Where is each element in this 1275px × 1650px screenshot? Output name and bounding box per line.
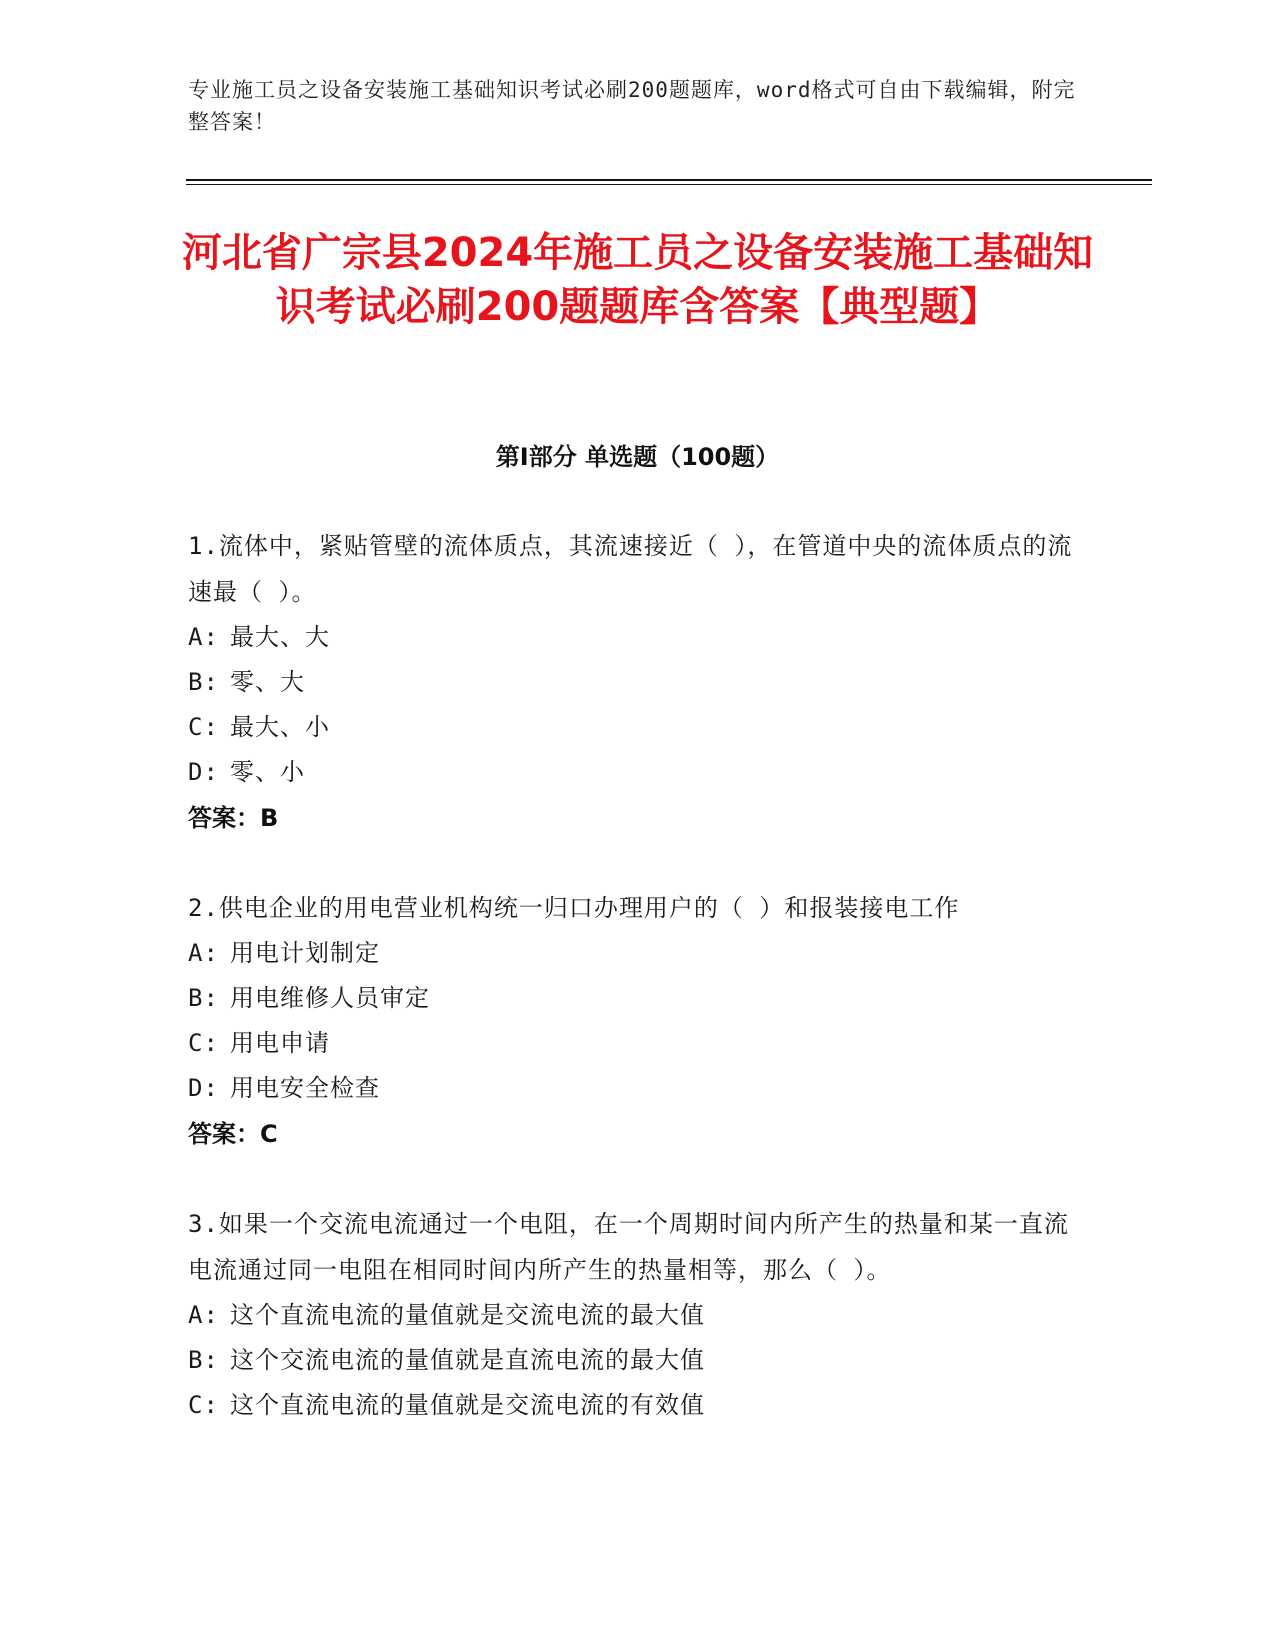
option-text: 零、大 [230, 668, 305, 696]
option-text: 零、小 [230, 758, 305, 786]
option-c [188, 1383, 1088, 1428]
question-2 [188, 885, 1088, 1157]
option-text: 最大、大 [230, 623, 330, 651]
answer-line [188, 795, 1088, 841]
option-letter: A: [188, 1301, 219, 1329]
option-text: 最大、小 [230, 713, 330, 741]
question-1 [188, 523, 1088, 841]
option-letter: A: [188, 623, 219, 651]
option-letter: A: [188, 939, 219, 967]
option-c [188, 705, 1088, 750]
option-text: 用电安全检查 [230, 1074, 380, 1102]
question-stem: 3.如果一个交流电流通过一个电阻，在一个周期时间内所产生的热量和某一直流电流通过同一电阻在相同时间内所产生的热量相等，那么（ ）。 [188, 1210, 1069, 1284]
option-text: 这个直流电流的量值就是交流电流的最大值 [230, 1301, 705, 1329]
option-letter: B: [188, 1346, 219, 1374]
option-c [188, 1021, 1088, 1066]
option-letter: B: [188, 984, 219, 1012]
answer-value: B [260, 804, 279, 832]
option-d [188, 1066, 1088, 1111]
option-letter: C: [188, 713, 219, 741]
option-text: 用电维修人员审定 [230, 984, 430, 1012]
header-note: 专业施工员之设备安装施工基础知识考试必刷200题题库，word格式可自由下载编辑，附完整答案！ [188, 78, 1076, 134]
option-b [188, 1338, 1088, 1383]
header-divider-thick [186, 179, 1152, 181]
option-letter: C: [188, 1029, 219, 1057]
option-text: 这个直流电流的量值就是交流电流的有效值 [230, 1391, 705, 1419]
option-d [188, 750, 1088, 795]
answer-label: 答案： [188, 1120, 260, 1148]
option-letter: D: [188, 758, 219, 786]
option-text: 用电申请 [230, 1029, 330, 1057]
option-b [188, 976, 1088, 1021]
answer-label: 答案： [188, 804, 260, 832]
answer-value: C [260, 1120, 278, 1148]
option-a [188, 615, 1088, 660]
question-3 [188, 1201, 1088, 1428]
option-letter: C: [188, 1391, 219, 1419]
document-title: 河北省广宗县2024年施工员之设备安装施工基础知识考试必刷200题题库含答案【典型题】 [181, 230, 1094, 330]
option-letter: B: [188, 668, 219, 696]
option-text: 用电计划制定 [230, 939, 380, 967]
question-stem: 1.流体中，紧贴管壁的流体质点，其流速接近（ ），在管道中央的流体质点的流速最（ ）。 [188, 532, 1073, 606]
option-a [188, 931, 1088, 976]
option-b [188, 660, 1088, 705]
answer-line [188, 1111, 1088, 1157]
header-divider-thin [186, 184, 1152, 185]
option-text: 这个交流电流的量值就是直流电流的最大值 [230, 1346, 705, 1374]
question-stem: 2.供电企业的用电营业机构统一归口办理用户的（ ）和报装接电工作 [188, 894, 960, 922]
option-letter: D: [188, 1074, 219, 1102]
section-heading: 第Ⅰ部分 单选题（100题） [495, 443, 780, 471]
option-a [188, 1293, 1088, 1338]
